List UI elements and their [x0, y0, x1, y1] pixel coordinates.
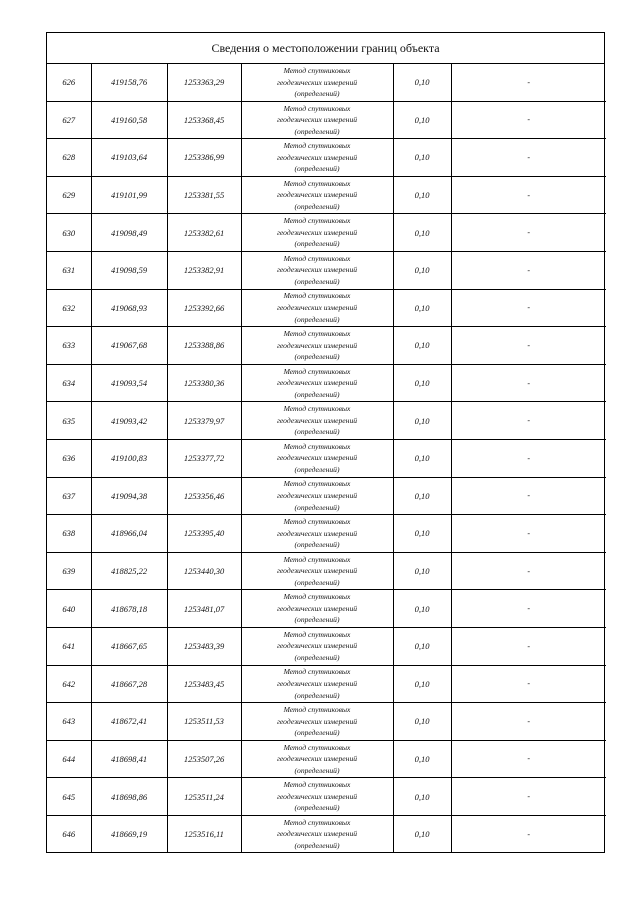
- table-row: [47, 251, 606, 289]
- x-coordinate-cell: 418678,18: [91, 590, 167, 628]
- table-row: [47, 590, 606, 628]
- note-cell: -: [451, 176, 606, 214]
- method-line: геодезических измерений: [276, 77, 358, 87]
- precision-cell: 0,10: [393, 364, 451, 402]
- precision-cell: 0,10: [393, 64, 451, 101]
- method-line: Метод спутниковых: [283, 780, 351, 790]
- precision-cell: 0,10: [393, 251, 451, 289]
- method-line: геодезических измерений: [276, 603, 358, 613]
- precision-cell: 0,10: [393, 552, 451, 590]
- y-coordinate-cell: 1253483,45: [167, 665, 241, 703]
- point-number-cell: 638: [47, 515, 91, 553]
- x-coordinate-cell: 419068,93: [91, 289, 167, 327]
- method-line: (определений): [294, 277, 340, 287]
- x-coordinate-cell: 418825,22: [91, 552, 167, 590]
- precision-cell: 0,10: [393, 778, 451, 816]
- method-cell: [241, 214, 393, 252]
- point-number-cell: 628: [47, 139, 91, 177]
- note-cell: -: [451, 552, 606, 590]
- note-cell: -: [451, 515, 606, 553]
- method-cell: [241, 815, 393, 852]
- method-cell: [241, 402, 393, 440]
- x-coordinate-cell: 418669,19: [91, 815, 167, 852]
- method-line: Метод спутниковых: [283, 479, 351, 489]
- method-line: геодезических измерений: [276, 115, 358, 125]
- note-cell: -: [451, 590, 606, 628]
- method-line: (определений): [294, 803, 340, 813]
- x-coordinate-cell: 419100,83: [91, 439, 167, 477]
- method-line: геодезических измерений: [276, 754, 358, 764]
- method-line: (определений): [294, 164, 340, 174]
- x-coordinate-cell: 419094,38: [91, 477, 167, 515]
- point-number-cell: 644: [47, 740, 91, 778]
- point-number-cell: 645: [47, 778, 91, 816]
- y-coordinate-cell: 1253356,46: [167, 477, 241, 515]
- method-line: (определений): [294, 352, 340, 362]
- method-cell: [241, 740, 393, 778]
- method-line: Метод спутниковых: [283, 817, 351, 827]
- y-coordinate-cell: 1253392,66: [167, 289, 241, 327]
- method-line: Метод спутниковых: [283, 554, 351, 564]
- note-cell: -: [451, 101, 606, 139]
- x-coordinate-cell: 418667,28: [91, 665, 167, 703]
- method-line: (определений): [294, 389, 340, 399]
- table-row: [47, 665, 606, 703]
- precision-cell: 0,10: [393, 740, 451, 778]
- point-number-cell: 646: [47, 815, 91, 852]
- method-cell: [241, 101, 393, 139]
- precision-cell: 0,10: [393, 139, 451, 177]
- x-coordinate-cell: 418667,65: [91, 627, 167, 665]
- note-cell: -: [451, 251, 606, 289]
- point-number-cell: 627: [47, 101, 91, 139]
- method-line: (определений): [294, 728, 340, 738]
- method-line: геодезических измерений: [276, 453, 358, 463]
- method-line: геодезических измерений: [276, 265, 358, 275]
- point-number-cell: 636: [47, 439, 91, 477]
- precision-cell: 0,10: [393, 327, 451, 365]
- method-line: (определений): [294, 465, 340, 475]
- method-line: Метод спутниковых: [283, 592, 351, 602]
- table-row: [47, 627, 606, 665]
- coordinates-table: [47, 64, 606, 852]
- method-line: (определений): [294, 427, 340, 437]
- boundary-table-sheet: [46, 32, 605, 853]
- note-cell: -: [451, 214, 606, 252]
- method-cell: [241, 289, 393, 327]
- method-cell: [241, 590, 393, 628]
- y-coordinate-cell: 1253363,29: [167, 64, 241, 101]
- method-line: геодезических измерений: [276, 152, 358, 162]
- method-cell: [241, 703, 393, 741]
- precision-cell: 0,10: [393, 439, 451, 477]
- method-line: геодезических измерений: [276, 415, 358, 425]
- method-line: (определений): [294, 89, 340, 99]
- point-number-cell: 629: [47, 176, 91, 214]
- method-line: геодезических измерений: [276, 303, 358, 313]
- note-cell: -: [451, 703, 606, 741]
- table-row: [47, 176, 606, 214]
- method-line: Метод спутниковых: [283, 404, 351, 414]
- precision-cell: 0,10: [393, 590, 451, 628]
- point-number-cell: 634: [47, 364, 91, 402]
- method-line: геодезических измерений: [276, 641, 358, 651]
- point-number-cell: 633: [47, 327, 91, 365]
- method-cell: [241, 139, 393, 177]
- y-coordinate-cell: 1253516,11: [167, 815, 241, 852]
- method-cell: [241, 627, 393, 665]
- note-cell: -: [451, 778, 606, 816]
- note-cell: -: [451, 665, 606, 703]
- table-row: [47, 477, 606, 515]
- precision-cell: 0,10: [393, 477, 451, 515]
- note-cell: -: [451, 740, 606, 778]
- method-line: Метод спутниковых: [283, 329, 351, 339]
- point-number-cell: 630: [47, 214, 91, 252]
- table-row: [47, 64, 606, 101]
- method-line: Метод спутниковых: [283, 141, 351, 151]
- point-number-cell: 631: [47, 251, 91, 289]
- note-cell: -: [451, 364, 606, 402]
- note-cell: -: [451, 627, 606, 665]
- table-row: [47, 139, 606, 177]
- table-row: [47, 101, 606, 139]
- x-coordinate-cell: 418672,41: [91, 703, 167, 741]
- table-row: [47, 364, 606, 402]
- method-line: Метод спутниковых: [283, 103, 351, 113]
- method-line: (определений): [294, 540, 340, 550]
- note-cell: -: [451, 402, 606, 440]
- y-coordinate-cell: 1253381,55: [167, 176, 241, 214]
- method-cell: [241, 251, 393, 289]
- point-number-cell: 640: [47, 590, 91, 628]
- x-coordinate-cell: 418698,86: [91, 778, 167, 816]
- table-row: [47, 402, 606, 440]
- y-coordinate-cell: 1253481,07: [167, 590, 241, 628]
- method-cell: [241, 515, 393, 553]
- method-line: Метод спутниковых: [283, 253, 351, 263]
- table-row: [47, 515, 606, 553]
- method-line: (определений): [294, 314, 340, 324]
- precision-cell: 0,10: [393, 815, 451, 852]
- method-line: Метод спутниковых: [283, 629, 351, 639]
- method-line: (определений): [294, 615, 340, 625]
- method-line: Метод спутниковых: [283, 441, 351, 451]
- x-coordinate-cell: 418966,04: [91, 515, 167, 553]
- method-line: геодезических измерений: [276, 340, 358, 350]
- precision-cell: 0,10: [393, 214, 451, 252]
- method-cell: [241, 364, 393, 402]
- method-line: (определений): [294, 126, 340, 136]
- table-row: [47, 327, 606, 365]
- x-coordinate-cell: 419093,42: [91, 402, 167, 440]
- method-cell: [241, 64, 393, 101]
- method-line: Метод спутниковых: [283, 216, 351, 226]
- method-line: геодезических измерений: [276, 566, 358, 576]
- table-row: [47, 214, 606, 252]
- method-line: (определений): [294, 239, 340, 249]
- y-coordinate-cell: 1253440,30: [167, 552, 241, 590]
- method-cell: [241, 439, 393, 477]
- note-cell: -: [451, 289, 606, 327]
- x-coordinate-cell: 419101,99: [91, 176, 167, 214]
- point-number-cell: 637: [47, 477, 91, 515]
- point-number-cell: 639: [47, 552, 91, 590]
- table-row: [47, 289, 606, 327]
- x-coordinate-cell: 419098,49: [91, 214, 167, 252]
- y-coordinate-cell: 1253507,26: [167, 740, 241, 778]
- x-coordinate-cell: 419098,59: [91, 251, 167, 289]
- method-line: (определений): [294, 653, 340, 662]
- point-number-cell: 632: [47, 289, 91, 327]
- point-number-cell: 643: [47, 703, 91, 741]
- method-line: геодезических измерений: [276, 679, 358, 688]
- y-coordinate-cell: 1253382,61: [167, 214, 241, 252]
- method-cell: [241, 665, 393, 703]
- precision-cell: 0,10: [393, 515, 451, 553]
- precision-cell: 0,10: [393, 101, 451, 139]
- y-coordinate-cell: 1253386,99: [167, 139, 241, 177]
- method-cell: [241, 176, 393, 214]
- precision-cell: 0,10: [393, 289, 451, 327]
- method-line: Метод спутниковых: [283, 65, 351, 75]
- method-cell: [241, 477, 393, 515]
- method-cell: [241, 552, 393, 590]
- method-line: Метод спутниковых: [283, 178, 351, 188]
- x-coordinate-cell: 418698,41: [91, 740, 167, 778]
- method-line: Метод спутниковых: [283, 742, 351, 752]
- table-row: [47, 815, 606, 852]
- point-number-cell: 641: [47, 627, 91, 665]
- y-coordinate-cell: 1253380,36: [167, 364, 241, 402]
- precision-cell: 0,10: [393, 665, 451, 703]
- method-cell: [241, 778, 393, 816]
- note-cell: -: [451, 64, 606, 101]
- y-coordinate-cell: 1253377,72: [167, 439, 241, 477]
- y-coordinate-cell: 1253379,97: [167, 402, 241, 440]
- table-row: [47, 552, 606, 590]
- method-line: Метод спутниковых: [283, 517, 351, 527]
- point-number-cell: 626: [47, 64, 91, 101]
- y-coordinate-cell: 1253382,91: [167, 251, 241, 289]
- x-coordinate-cell: 419067,68: [91, 327, 167, 365]
- y-coordinate-cell: 1253388,86: [167, 327, 241, 365]
- method-line: (определений): [294, 765, 340, 775]
- precision-cell: 0,10: [393, 703, 451, 741]
- method-line: (определений): [294, 840, 340, 850]
- method-line: геодезических измерений: [276, 378, 358, 388]
- method-line: (определений): [294, 690, 340, 700]
- y-coordinate-cell: 1253368,45: [167, 101, 241, 139]
- table-title: Сведения о местоположении границ объекта: [47, 33, 604, 64]
- method-line: Метод спутниковых: [283, 291, 351, 301]
- method-line: Метод спутниковых: [283, 667, 351, 677]
- method-line: геодезических измерений: [276, 791, 358, 801]
- y-coordinate-cell: 1253511,53: [167, 703, 241, 741]
- y-coordinate-cell: 1253483,39: [167, 627, 241, 665]
- method-line: геодезических измерений: [276, 491, 358, 501]
- note-cell: -: [451, 439, 606, 477]
- table-row: [47, 703, 606, 741]
- method-line: геодезических измерений: [276, 528, 358, 538]
- y-coordinate-cell: 1253395,40: [167, 515, 241, 553]
- precision-cell: 0,10: [393, 627, 451, 665]
- method-line: Метод спутниковых: [283, 705, 351, 714]
- note-cell: -: [451, 139, 606, 177]
- method-cell: [241, 327, 393, 365]
- x-coordinate-cell: 419103,64: [91, 139, 167, 177]
- method-line: (определений): [294, 502, 340, 512]
- x-coordinate-cell: 419160,58: [91, 101, 167, 139]
- point-number-cell: 642: [47, 665, 91, 703]
- table-row: [47, 439, 606, 477]
- method-line: (определений): [294, 577, 340, 587]
- table-row: [47, 778, 606, 816]
- method-line: геодезических измерений: [276, 716, 358, 726]
- table-row: [47, 740, 606, 778]
- y-coordinate-cell: 1253511,24: [167, 778, 241, 816]
- method-line: (определений): [294, 201, 340, 211]
- point-number-cell: 635: [47, 402, 91, 440]
- method-line: геодезических измерений: [276, 190, 358, 200]
- method-line: геодезических измерений: [276, 829, 358, 839]
- precision-cell: 0,10: [393, 402, 451, 440]
- coordinates-table-body: [47, 64, 606, 852]
- method-line: геодезических измерений: [276, 227, 358, 237]
- precision-cell: 0,10: [393, 176, 451, 214]
- method-line: Метод спутниковых: [283, 366, 351, 376]
- note-cell: -: [527, 829, 531, 839]
- x-coordinate-cell: 419158,76: [91, 64, 167, 101]
- note-cell: -: [451, 477, 606, 515]
- note-cell: -: [451, 327, 606, 365]
- x-coordinate-cell: 419093,54: [91, 364, 167, 402]
